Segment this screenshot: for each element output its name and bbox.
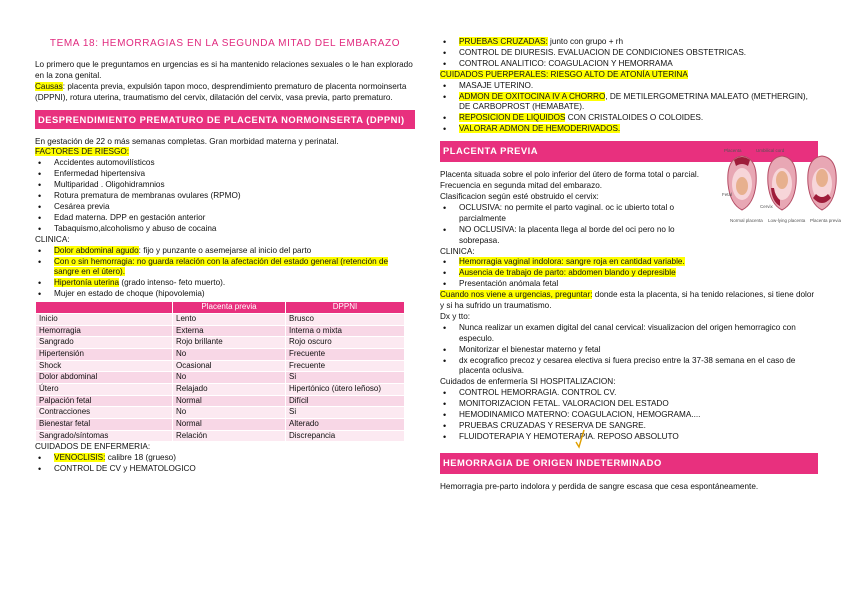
list-item: [440, 48, 818, 59]
section-banner-hemorragia-indeterminado: HEMORRAGIA DE ORIGEN INDETERMINADO: [440, 453, 818, 474]
list-item: • MONITORIZACION FETAL. VALORACION DEL ESTADO: [440, 399, 818, 410]
item-text: : fijo y punzante o asemejarse al inicio del parto: [138, 245, 312, 255]
table-header: DPPNI: [286, 302, 405, 314]
clasificacion-list: [440, 203, 708, 247]
pen-mark-icon: [574, 428, 586, 450]
urgencias-highlight: Cuando nos viene a urgencias, preguntar:: [440, 290, 593, 300]
cuidados-hosp-label: Cuidados de enfermería SI HOSPITALIZACION:: [440, 377, 616, 387]
normal-placenta-figure: [728, 156, 756, 210]
figure-label-previa: Placenta previa: [810, 218, 842, 223]
list-item: [440, 279, 818, 290]
list-item: • OCLUSIVA: no permite el parto vaginal. oc ic ubierto total o parcialmente: [440, 203, 708, 225]
section-banner-placenta-previa: PLACENTA PREVIA: [440, 141, 818, 162]
list-item: • Monitorizar el bienestar materno y fetal: [440, 345, 818, 356]
table-cell: Lento: [173, 313, 286, 325]
item-text: CONTROL DE CV y HEMATOLOGICO: [54, 464, 196, 474]
table-row: [36, 325, 405, 337]
list-item: [35, 257, 415, 279]
item-text: CONTROL DE DIURESIS. EVALUACION DE CONDICIONES OBSTETRICAS.: [459, 47, 747, 57]
list-item: [440, 81, 818, 92]
item-text: , DE METILERGOMETRINA MALEATO (METHERGIN), DE CARBOPROST (HEMABATE).: [459, 91, 808, 112]
table-row: [36, 348, 405, 360]
table-cell: Hipertensión: [36, 348, 173, 360]
urgencias-text: donde esta la placenta, si ha tenido relaciones, si tiene dolor y si ha sufrido un traumatismo.: [440, 290, 815, 311]
table-cell: Difícil: [286, 395, 405, 407]
table-row: [36, 337, 405, 349]
item-text: CON CRISTALOIDES O COLOIDES.: [565, 113, 704, 123]
list-item: • Enfermedad hipertensiva: [35, 169, 415, 180]
list-item: [440, 268, 818, 279]
figure-label-fetal: Fetal: [722, 192, 733, 197]
clinica-list: [35, 246, 415, 301]
causas-text: : placenta previa, expulsión tapon moco, desprendimiento prematuro de placenta normoinserta (DPPNI), rotura uterina, traumatismo del cervix, dilatación del cervix, vasa previa, parto prematuro.: [35, 81, 407, 102]
list-item: • Multiparidad . Oligohidramnios: [35, 180, 415, 191]
figure-label-placenta: Placenta: [724, 148, 742, 153]
dppni-intro: En gestación de 22 o más semanas completas. Gran morbidad materna y perinatal.: [35, 136, 339, 146]
pp-intro: Placenta situada sobre el polo inferior del útero de forma total o parcial. Frecuencia en segunda mitad del embarazo.: [440, 170, 699, 191]
highlight-text: PRUEBAS CRUZADAS:: [459, 37, 548, 46]
cuidados-label: CUIDADOS DE ENFERMERIA:: [35, 442, 151, 452]
table-cell: Bienestar fetal: [36, 419, 173, 431]
table-row: [36, 313, 405, 325]
highlight-text: VENOCLISIS:: [54, 453, 106, 463]
item-text: (grado intenso- feto muerto).: [119, 278, 226, 288]
table-cell: No: [173, 407, 286, 419]
table-cell: Normal: [173, 395, 286, 407]
table-cell: No: [173, 372, 286, 384]
table-row: [36, 407, 405, 419]
table-cell: Hemorragia: [36, 325, 173, 337]
factores-label: FACTORES DE RIESGO:: [35, 147, 130, 157]
intro-paragraph: Lo primero que le preguntamos en urgencias es si ha mantenido relaciones sexuales o le han explorado en la zona genital.: [35, 59, 413, 80]
list-item: • Accidentes automovilísticos: [35, 158, 415, 169]
table-cell: Rojo oscuro: [286, 337, 405, 349]
table-cell: Dolor abdominal: [36, 372, 173, 384]
list-item: • PRUEBAS CRUZADAS Y RESERVA DE SANGRE.: [440, 421, 818, 432]
table-cell: Sangrado/síntomas: [36, 430, 173, 442]
causas-paragraph: [35, 82, 415, 104]
placenta-positions-illustration: [720, 144, 844, 240]
table-row: [36, 360, 405, 372]
list-item: • Rotura prematura de membranas ovulares (RPMO): [35, 191, 415, 202]
placenta-previa-figure: [808, 156, 836, 210]
section-banner-dppni: DESPRENDIMIENTO PREMATURO DE PLACENTA NORMOINSERTA (DPPNI): [35, 110, 415, 129]
placenta-previa-text: [440, 170, 708, 246]
table-cell: Hipertónico (útero leñoso): [286, 383, 405, 395]
highlight-text: Con o sin hemorragia: no guarda relación con la afectación del estado general (retención de sangre en el útero).: [54, 256, 389, 277]
dx-label: Dx y tto:: [440, 311, 471, 321]
list-item: • FLUIDOTERAPIA Y HEMOTERAPIA. REPOSO ABSOLUTO: [440, 432, 818, 443]
table-cell: Frecuente: [286, 348, 405, 360]
dx-list: [440, 323, 818, 378]
table-row: [36, 372, 405, 384]
table-cell: Frecuente: [286, 360, 405, 372]
list-item: • CONTROL HEMORRAGIA. CONTROL CV.: [440, 388, 818, 399]
hoi-text: Hemorragia pre-parto indolora y perdida de sangre escasa que cesa espontáneamente.: [440, 481, 759, 491]
table-cell: Contracciones: [36, 407, 173, 419]
table-cell: Shock: [36, 360, 173, 372]
table-row: [36, 395, 405, 407]
table-row: [36, 419, 405, 431]
figure-label-low-lying: Low-lying placenta: [768, 218, 806, 223]
table-cell: Si: [286, 407, 405, 419]
list-item: • Nunca realizar un examen digital del canal cervical: visualizacion del origen hemorragico con especulo.: [440, 323, 818, 345]
urgencias-paragraph: [440, 290, 818, 312]
clinica-list: [440, 257, 818, 290]
comparison-table: [35, 301, 405, 442]
list-item: • NO OCLUSIVA: la placenta llega al borde del oci pero no lo sobrepasa.: [440, 225, 708, 247]
item-text: junto con grupo + rh: [547, 37, 624, 46]
table-cell: Rojo brillante: [173, 337, 286, 349]
highlight-text: Dolor abdominal agudo: [54, 245, 139, 255]
figure-label-umbilical: Umbilical cord: [756, 148, 785, 153]
item-text: Presentación anómala fetal: [459, 279, 559, 289]
table-cell: Brusco: [286, 313, 405, 325]
puerperal-list: [440, 81, 818, 136]
right-column: [440, 37, 818, 493]
list-item: [35, 464, 415, 475]
left-column: [35, 37, 415, 475]
table-cell: Discrepancia: [286, 430, 405, 442]
table-header: [36, 302, 173, 314]
factores-heading: [35, 147, 415, 158]
table-cell: Palpación fetal: [36, 395, 173, 407]
table-header: Placenta previa: [173, 302, 286, 314]
table-cell: Alterado: [286, 419, 405, 431]
list-item: [440, 92, 818, 114]
list-item: [440, 113, 818, 124]
table-cell: Útero: [36, 383, 173, 395]
list-item: [440, 257, 818, 268]
list-item: • dx ecografico precoz y cesarea electiva si fuera preciso entre la 37-38 semana en el caso de placenta oclusiva.: [440, 356, 818, 378]
table-row: [36, 383, 405, 395]
list-item: [440, 37, 818, 48]
factores-list: [35, 158, 415, 234]
table-cell: Externa: [173, 325, 286, 337]
list-item: • HEMODINAMICO MATERNO: COAGULACION, HEMOGRAMA....: [440, 410, 818, 421]
highlight-text: Hipertonía uterina: [54, 278, 120, 288]
item-text: Mujer en estado de choque (hipovolemia): [54, 289, 205, 299]
list-item: [440, 124, 818, 135]
table-header-row: [36, 302, 405, 314]
list-item: [35, 453, 415, 464]
table-body: [36, 313, 405, 442]
figure-label-normal: Normal placenta: [730, 218, 763, 223]
clasificacion-label: Clasificacion según esté obstruido el cervix:: [440, 191, 599, 201]
list-item: • Tabaquismo,alcoholismo y abuso de cocaina: [35, 224, 415, 235]
table-row: [36, 430, 405, 442]
causas-label: Causas: [35, 81, 63, 91]
highlight-text: Ausencia de trabajo de parto: abdomen blando y depresible: [459, 268, 676, 278]
table-cell: Interna o mixta: [286, 325, 405, 337]
page-title: TEMA 18: HEMORRAGIAS EN LA SEGUNDA MITAD DEL EMBARAZO: [49, 38, 401, 49]
table-cell: Sangrado: [36, 337, 173, 349]
puerperales-heading: [440, 70, 818, 81]
highlight-text: REPOSICION DE LIQUIDOS: [459, 113, 566, 123]
highlight-text: Hemorragia vaginal indolora: sangre roja en cantidad variable.: [459, 257, 685, 267]
list-item: [35, 289, 415, 300]
clinica-label: CLINICA:: [440, 246, 475, 256]
table-cell: Ocasional: [173, 360, 286, 372]
low-lying-placenta-figure: [768, 156, 796, 210]
list-item: • Edad materna. DPP en gestación anterior: [35, 213, 415, 224]
table-cell: Inicio: [36, 313, 173, 325]
table-cell: Normal: [173, 419, 286, 431]
table-cell: Si: [286, 372, 405, 384]
table-cell: Relación: [173, 430, 286, 442]
cuidados-hosp-list: [440, 388, 818, 443]
list-item: [440, 59, 818, 70]
cuidados-puerperales-label: CUIDADOS PUERPERALES: RIESGO ALTO DE ATONÍA UTERINA: [440, 69, 688, 79]
table-cell: No: [173, 348, 286, 360]
item-text: calibre 18 (grueso): [105, 453, 176, 463]
top-list: [440, 37, 818, 70]
figure-label-cervix: Cervix: [760, 204, 773, 209]
clinica-label: CLINICA:: [35, 234, 70, 244]
list-item: [35, 246, 415, 257]
highlight-text: VALORAR ADMON DE HEMODERIVADOS.: [459, 124, 621, 134]
item-text: MASAJE UTERINO.: [459, 80, 534, 90]
table-cell: Relajado: [173, 383, 286, 395]
cuidados-list: [35, 453, 415, 475]
list-item: [35, 278, 415, 289]
item-text: CONTROL ANALITICO: COAGULACION Y HEMORRAMA: [459, 58, 673, 68]
list-item: • Cesárea previa: [35, 202, 415, 213]
highlight-text: ADMON DE OXITOCINA IV A CHORRO: [459, 91, 606, 101]
